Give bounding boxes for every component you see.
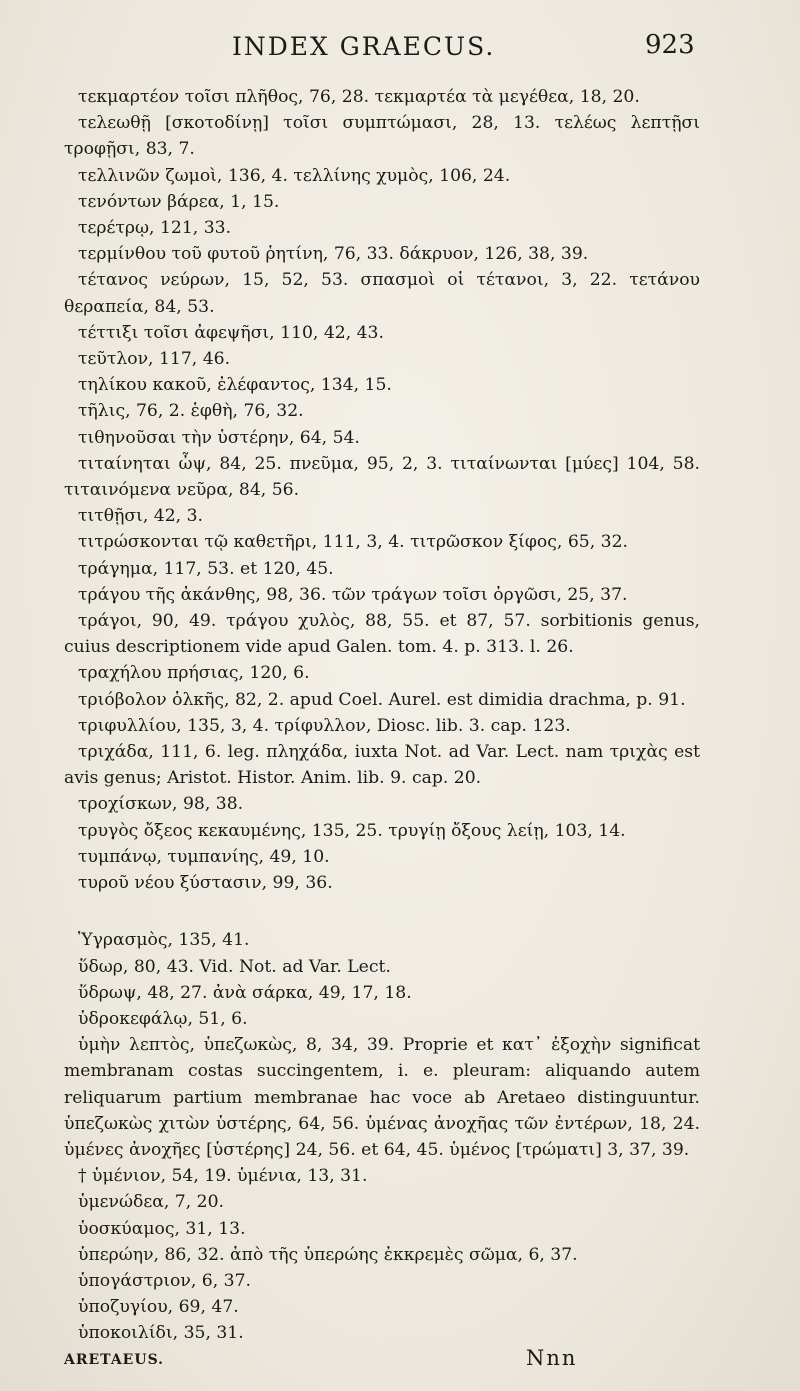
index-entry: τέτανος νεύρων, 15, 52, 53. σπασμοὶ οἱ τέτανοι, 3, 22. τετάνου θεραπεία, 84, 53. [64,270,700,317]
index-entry: τριφυλλίου, 135, 3, 4. τρίφυλλον, Diosc. lib. 3. cap. 123. [78,715,571,736]
index-entry: τιτρώσκονται τῷ καθετῆρι, 111, 3, 4. τιτρῶσκον ξίφος, 65, 32. [78,532,628,553]
index-entry: τράγου τῆς ἀκάνθης, 98, 36. τῶν τράγων τοῖσι ὀργῶσι, 25, 37. [78,584,628,605]
index-entry: τρυγὸς ὄξεος κεκαυμένης, 135, 25. τρυγίῃ ὄξους λείῃ, 103, 14. [78,820,626,841]
index-entries [64,84,700,1347]
page-number: 923 [645,30,695,60]
index-entry: † ὑμένιον, 54, 19. ὑμένια, 13, 31. [78,1166,368,1187]
index-entry: τιτθῇσι, 42, 3. [78,506,203,527]
page-footer [64,1346,700,1376]
index-entry: ὑπογάστριον, 6, 37. [78,1270,251,1291]
index-entry: τεῦτλον, 117, 46. [78,349,231,370]
index-entry: τιταίνηται ὦψ, 84, 25. πνεῦμα, 95, 2, 3. τιταίνωνται [μύες] 104, 58. τιταινόμενα νεῦρα, 84, 56. [64,453,700,501]
sheet-mark: Nnn [526,1346,578,1370]
index-entry: ὕδρωψ, 48, 27. ἀνὰ σάρκα, 49, 17, 18. [78,982,412,1003]
index-entry: τριχάδα, 111, 6. leg. πληχάδα, iuxta Not. ad Var. Lect. nam τριχὰς est avis genus; Aristot. Histor. Anim. lib. 9. cap. 20. [64,742,700,789]
index-entry: τερμίνθου τοῦ φυτοῦ ῥητίνη, 76, 33. δάκρυον, 126, 38, 39. [78,244,589,265]
index-entry: τριόβολον ὁλκῆς, 82, 2. apud Coel. Aurel. est dimidia drachma, p. 91. [78,689,686,710]
running-title: INDEX GRAECUS. [232,32,496,61]
index-entry: ὑοσκύαμος, 31, 13. [78,1218,246,1239]
index-entry: τροχίσκων, 98, 38. [78,794,244,815]
index-entry: ὑδροκεφάλῳ, 51, 6. [78,1008,248,1029]
index-entry: ὑπερώην, 86, 32. ἀπὸ τῆς ὑπερώης ἐκκρεμὲς σῶμα, 6, 37. [78,1244,578,1265]
index-entry: τεκμαρτέον τοῖσι πλῆθος, 76, 28. τεκμαρτέα τὰ μεγέθεα, 18, 20. [78,87,640,107]
index-entry: τραχήλου πρήσιας, 120, 6. [78,663,310,684]
index-entry: τῆλις, 76, 2. ἑφθὴ, 76, 32. [78,401,304,422]
signature-mark: ARETAEUS. [64,1352,165,1368]
index-entry: τυροῦ νέου ξύστασιν, 99, 36. [78,873,333,894]
page-header [0,26,800,66]
index-entry: τερέτρῳ, 121, 33. [78,218,232,239]
index-entry: Ὑγρασμὸς, 135, 41. [78,930,250,951]
index-entry: ὑποκοιλίδι, 35, 31. [78,1323,244,1344]
index-entry: ὑμενώδεα, 7, 20. [78,1192,224,1213]
index-entry: τυμπάνῳ, τυμπανίης, 49, 10. [78,846,330,867]
index-entry: τέττιξι τοῖσι ἀφεψῆσι, 110, 42, 43. [78,322,384,343]
index-entry: ὕδωρ, 80, 43. Vid. Not. ad Var. Lect. [78,956,391,977]
index-entry: τηλίκου κακοῦ, ἐλέφαντος, 134, 15. [78,375,392,396]
index-entry: ὑμὴν λεπτὸς, ὑπεζωκὼς, 8, 34, 39. Proprie et κατ᾽ ἐξοχὴν significat membranam costas succingentem, i. e. pleuram: aliquando autem reliquarum partium membranae hac voce ab Aretaeo distinguuntur. ὑπεζωκὼς χιτὼν ὑστέρης, 64, 56. ὑμένας ἀνοχῆας τῶν ἐντέρων, 18, 24. ὑμένες ἀνοχῆες [ὑστέρης] 24, 56. et 64, 45. ὑμένος [τρώματι] 3, 37, 39. [64,1035,700,1160]
index-entry: τράγοι, 90, 49. τράγου χυλὸς, 88, 55. et 87, 57. sorbitionis genus, cuius descriptionem vide apud Galen. tom. 4. p. 313. l. 26. [64,611,700,658]
index-entry: τελεωθῇ [σκοτοδίνῃ] τοῖσι συμπτώμασι, 28, 13. τελέως λεπτῇσι τροφῇσι, 83, 7. [64,113,700,160]
index-entry: τράγημα, 117, 53. et 120, 45. [78,558,334,579]
index-entry: τελλινῶν ζωμοὶ, 136, 4. τελλίνης χυμὸς, 106, 24. [78,165,511,186]
index-entry: τιθηνοῦσαι τὴν ὑστέρην, 64, 54. [78,427,360,448]
index-entry: ὑποζυγίου, 69, 47. [78,1297,239,1318]
index-entry: τενόντων βάρεα, 1, 15. [78,191,280,212]
